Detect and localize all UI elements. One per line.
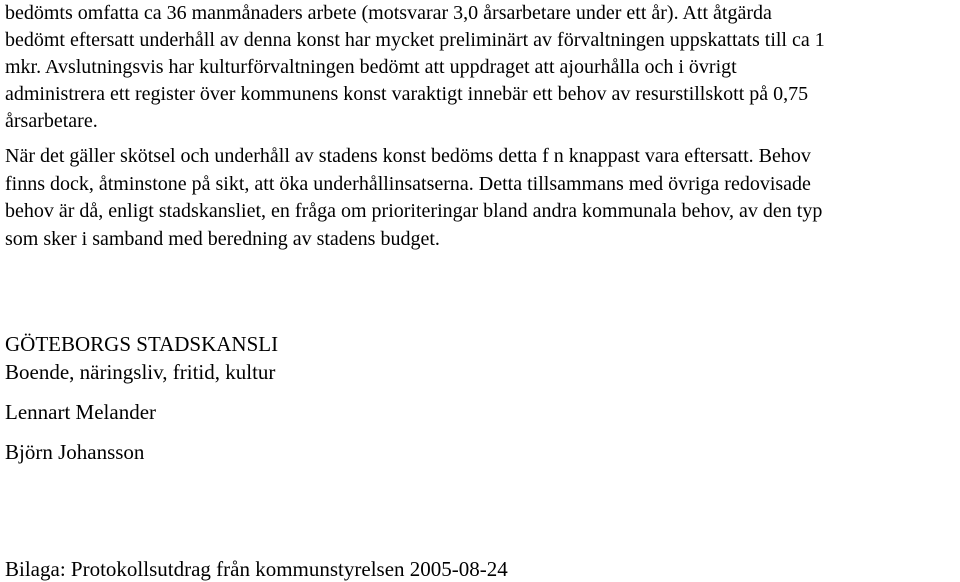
paragraph-2-line-3: behov är då, enligt stadskansliet, en fråga om prioriteringar bland andra kommunala behov, av den typ	[5, 200, 823, 222]
paragraph-2-line-4: som sker i samband med beredning av stadens budget.	[5, 228, 440, 250]
organization-name: GÖTEBORGS STADSKANSLI	[5, 332, 279, 356]
paragraph-1-line-2: bedömt eftersatt underhåll av denna konst har mycket preliminärt av förvaltningen uppskattats till ca 1	[5, 29, 825, 51]
paragraph-1-line-4: administrera ett register över kommunens konst varaktigt innebär ett behov av resurstillskott på 0,75	[5, 83, 809, 105]
signatory-1: Lennart Melander	[5, 400, 157, 424]
attachment-note: Bilaga: Protokollsutdrag från kommunstyrelsen 2005-08-24	[5, 557, 508, 581]
paragraph-1-line-3: mkr. Avslutningsvis har kulturförvaltningen bedömt att uppdraget att ajourhålla och i övrigt	[5, 56, 737, 78]
paragraph-1-line-1: bedömts omfatta ca 36 manmånaders arbete (motsvarar 3,0 årsarbetare under ett år). Att åtgärda	[5, 2, 772, 24]
department-name: Boende, näringsliv, fritid, kultur	[5, 360, 276, 384]
paragraph-2-line-2: finns dock, åtminstone på sikt, att öka underhållinsatserna. Detta tillsammans med övriga redovisade	[5, 173, 811, 195]
paragraph-2-line-1: När det gäller skötsel och underhåll av stadens konst bedöms detta f n knappast vara eftersatt. Behov	[5, 145, 811, 167]
paragraph-1-line-5: årsarbetare.	[5, 110, 98, 132]
signatory-2: Björn Johansson	[5, 440, 145, 464]
